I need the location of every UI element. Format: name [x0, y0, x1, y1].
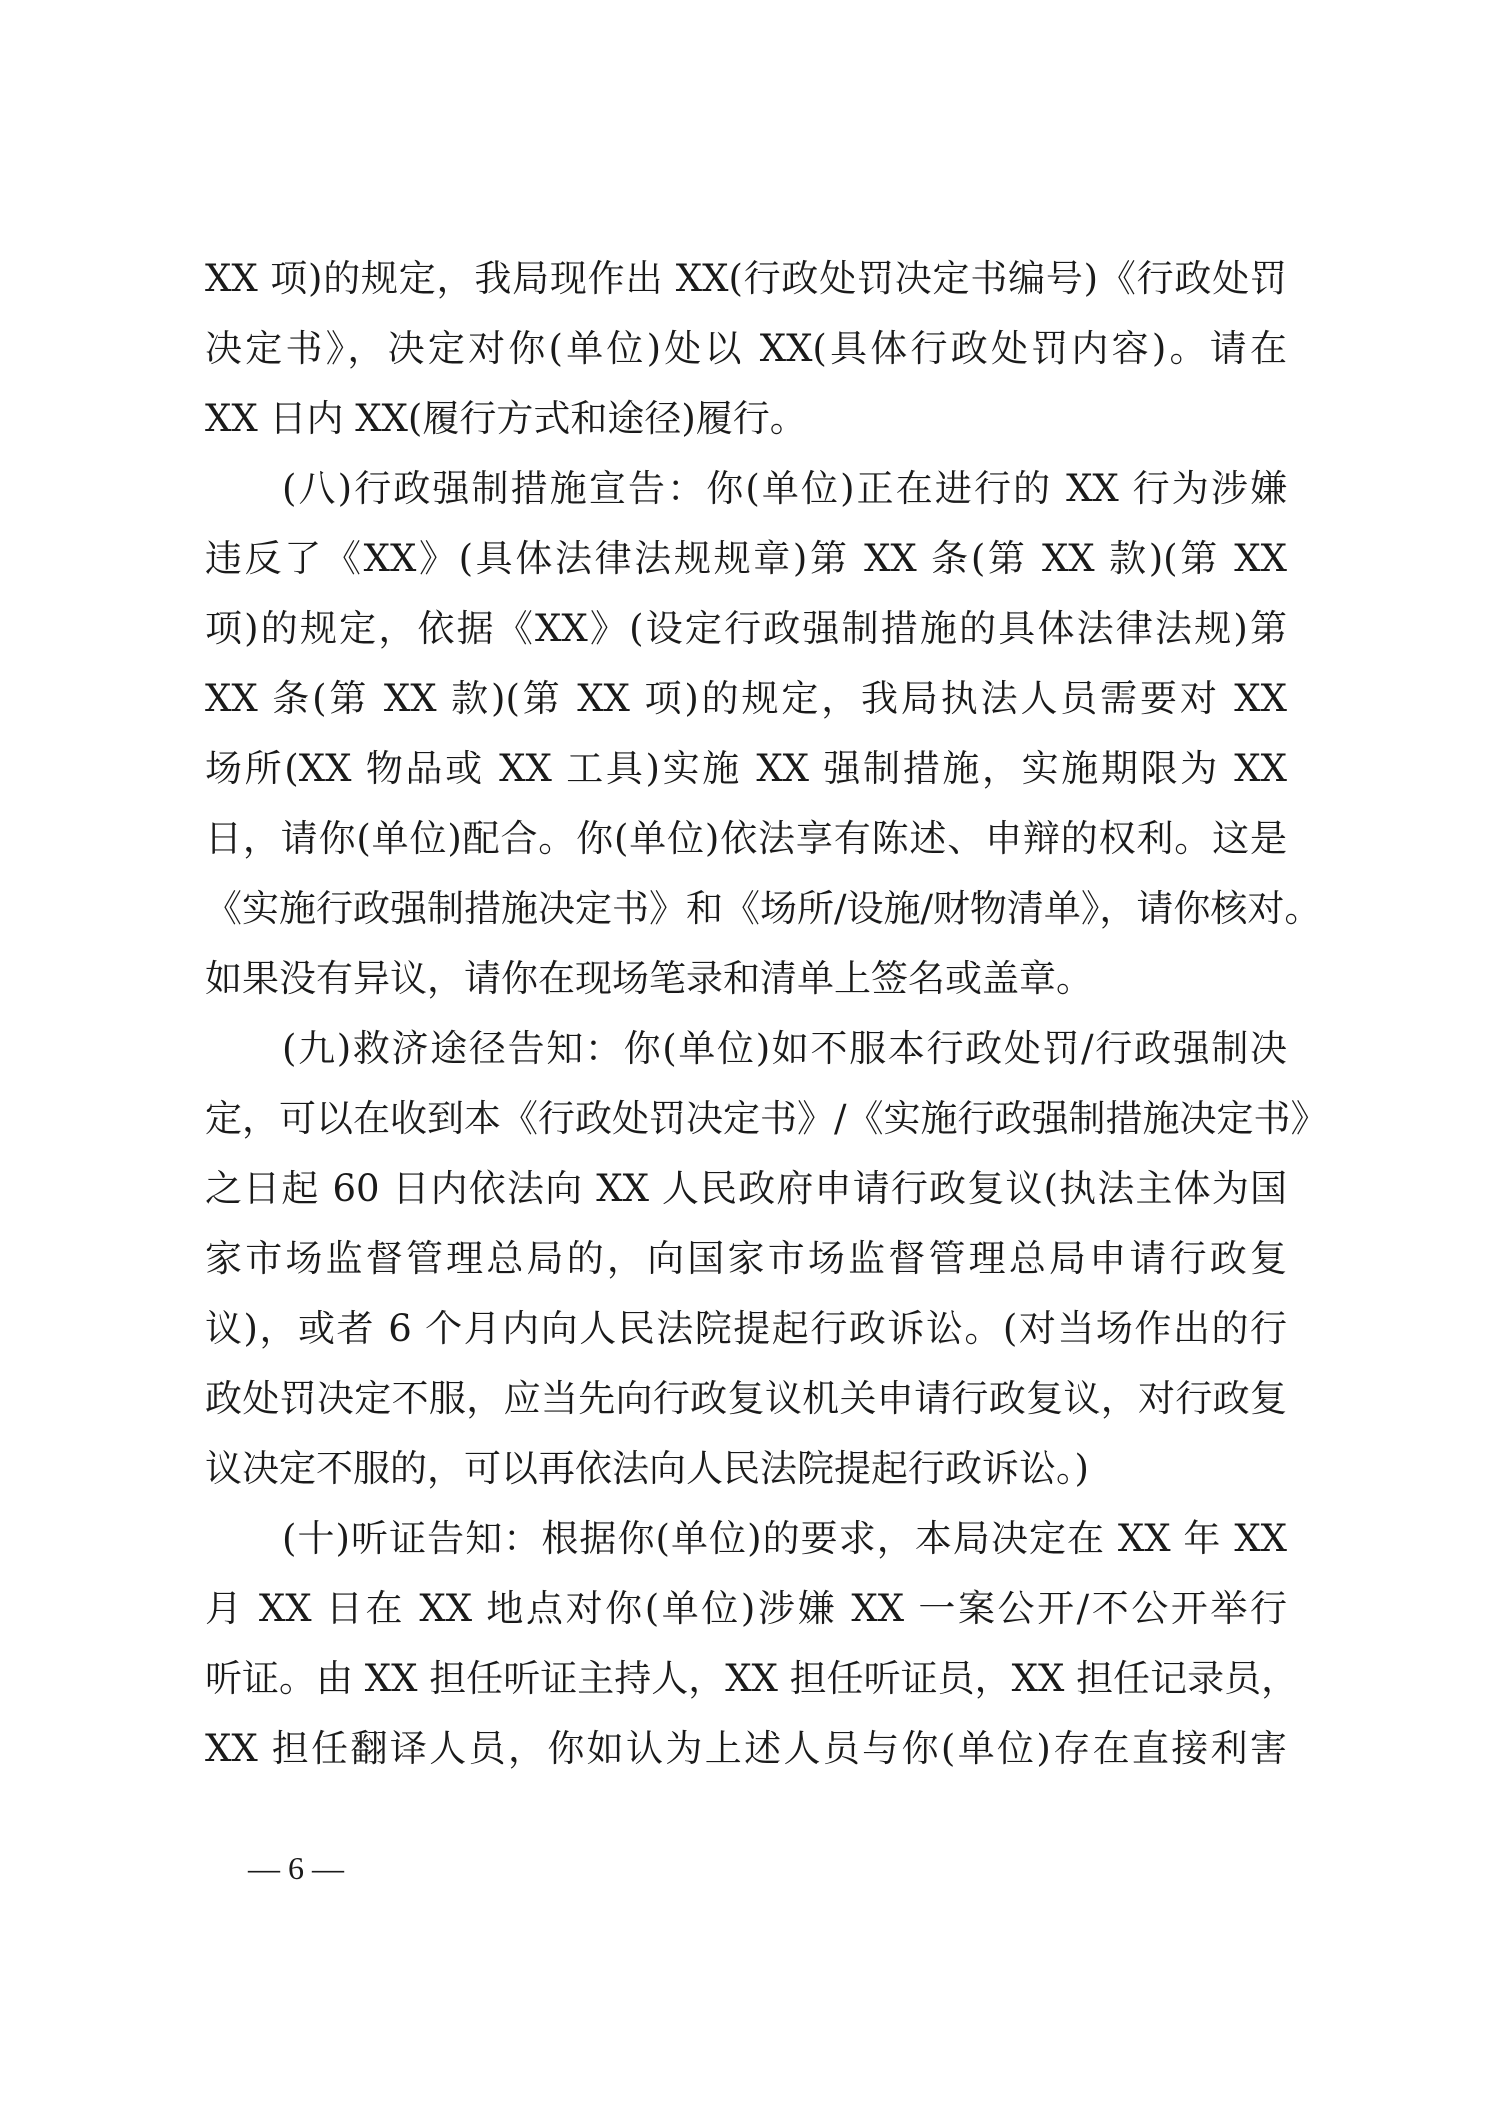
text-line: 之日起 60 日内依法向 XX 人民政府申请行政复议(执法主体为国 [205, 1167, 1287, 1210]
text-line: 场所(XX 物品或 XX 工具)实施 XX 强制措施，实施期限为 XX [205, 747, 1287, 790]
text-line: 如果没有异议，请你在现场笔录和清单上签名或盖章。 [205, 957, 1093, 1000]
text-line: 违反了《XX》(具体法律法规规章)第 XX 条(第 XX 款)(第 XX [205, 537, 1287, 580]
text-line: 项)的规定，依据《XX》(设定行政强制措施的具体法律法规)第 [205, 607, 1287, 650]
page-number: — 6 — [248, 1850, 344, 1886]
text-line: 议)，或者 6 个月内向人民法院提起行政诉讼。(对当场作出的行 [205, 1307, 1287, 1350]
text-line: 家市场监督管理总局的，向国家市场监督管理总局申请行政复 [205, 1237, 1287, 1280]
text-line: 决定书》，决定对你(单位)处以 XX(具体行政处罚内容)。请在 [205, 327, 1287, 370]
paragraph-start-line: (八)行政强制措施宣告：你(单位)正在进行的 XX 行为涉嫌 [282, 467, 1287, 510]
text-line: XX 日内 XX(履行方式和途径)履行。 [205, 397, 807, 440]
text-line: 定，可以在收到本《行政处罚决定书》/《实施行政强制措施决定书》 [205, 1097, 1328, 1140]
paragraph-start-line: (九)救济途径告知：你(单位)如不服本行政处罚/行政强制决 [282, 1027, 1287, 1070]
text-line: 《实施行政强制措施决定书》和《场所/设施/财物清单》，请你核对。 [205, 887, 1322, 930]
paragraph-start-line: (十)听证告知：根据你(单位)的要求，本局决定在 XX 年 XX [282, 1517, 1287, 1560]
text-line: XX 担任翻译人员，你如认为上述人员与你(单位)存在直接利害 [205, 1727, 1287, 1770]
text-line: XX 条(第 XX 款)(第 XX 项)的规定，我局执法人员需要对 XX [205, 677, 1287, 720]
text-line: XX 项)的规定，我局现作出 XX(行政处罚决定书编号)《行政处罚 [205, 257, 1287, 300]
text-line: 听证。由 XX 担任听证主持人，XX 担任听证员，XX 担任记录员， [205, 1657, 1299, 1700]
text-line: 月 XX 日在 XX 地点对你(单位)涉嫌 XX 一案公开/不公开举行 [205, 1587, 1287, 1630]
text-line: 日，请你(单位)配合。你(单位)依法享有陈述、申辩的权利。这是 [205, 817, 1287, 860]
text-line: 政处罚决定不服，应当先向行政复议机关申请行政复议，对行政复 [205, 1377, 1287, 1420]
text-line: 议决定不服的，可以再依法向人民法院提起行政诉讼。) [205, 1447, 1089, 1490]
